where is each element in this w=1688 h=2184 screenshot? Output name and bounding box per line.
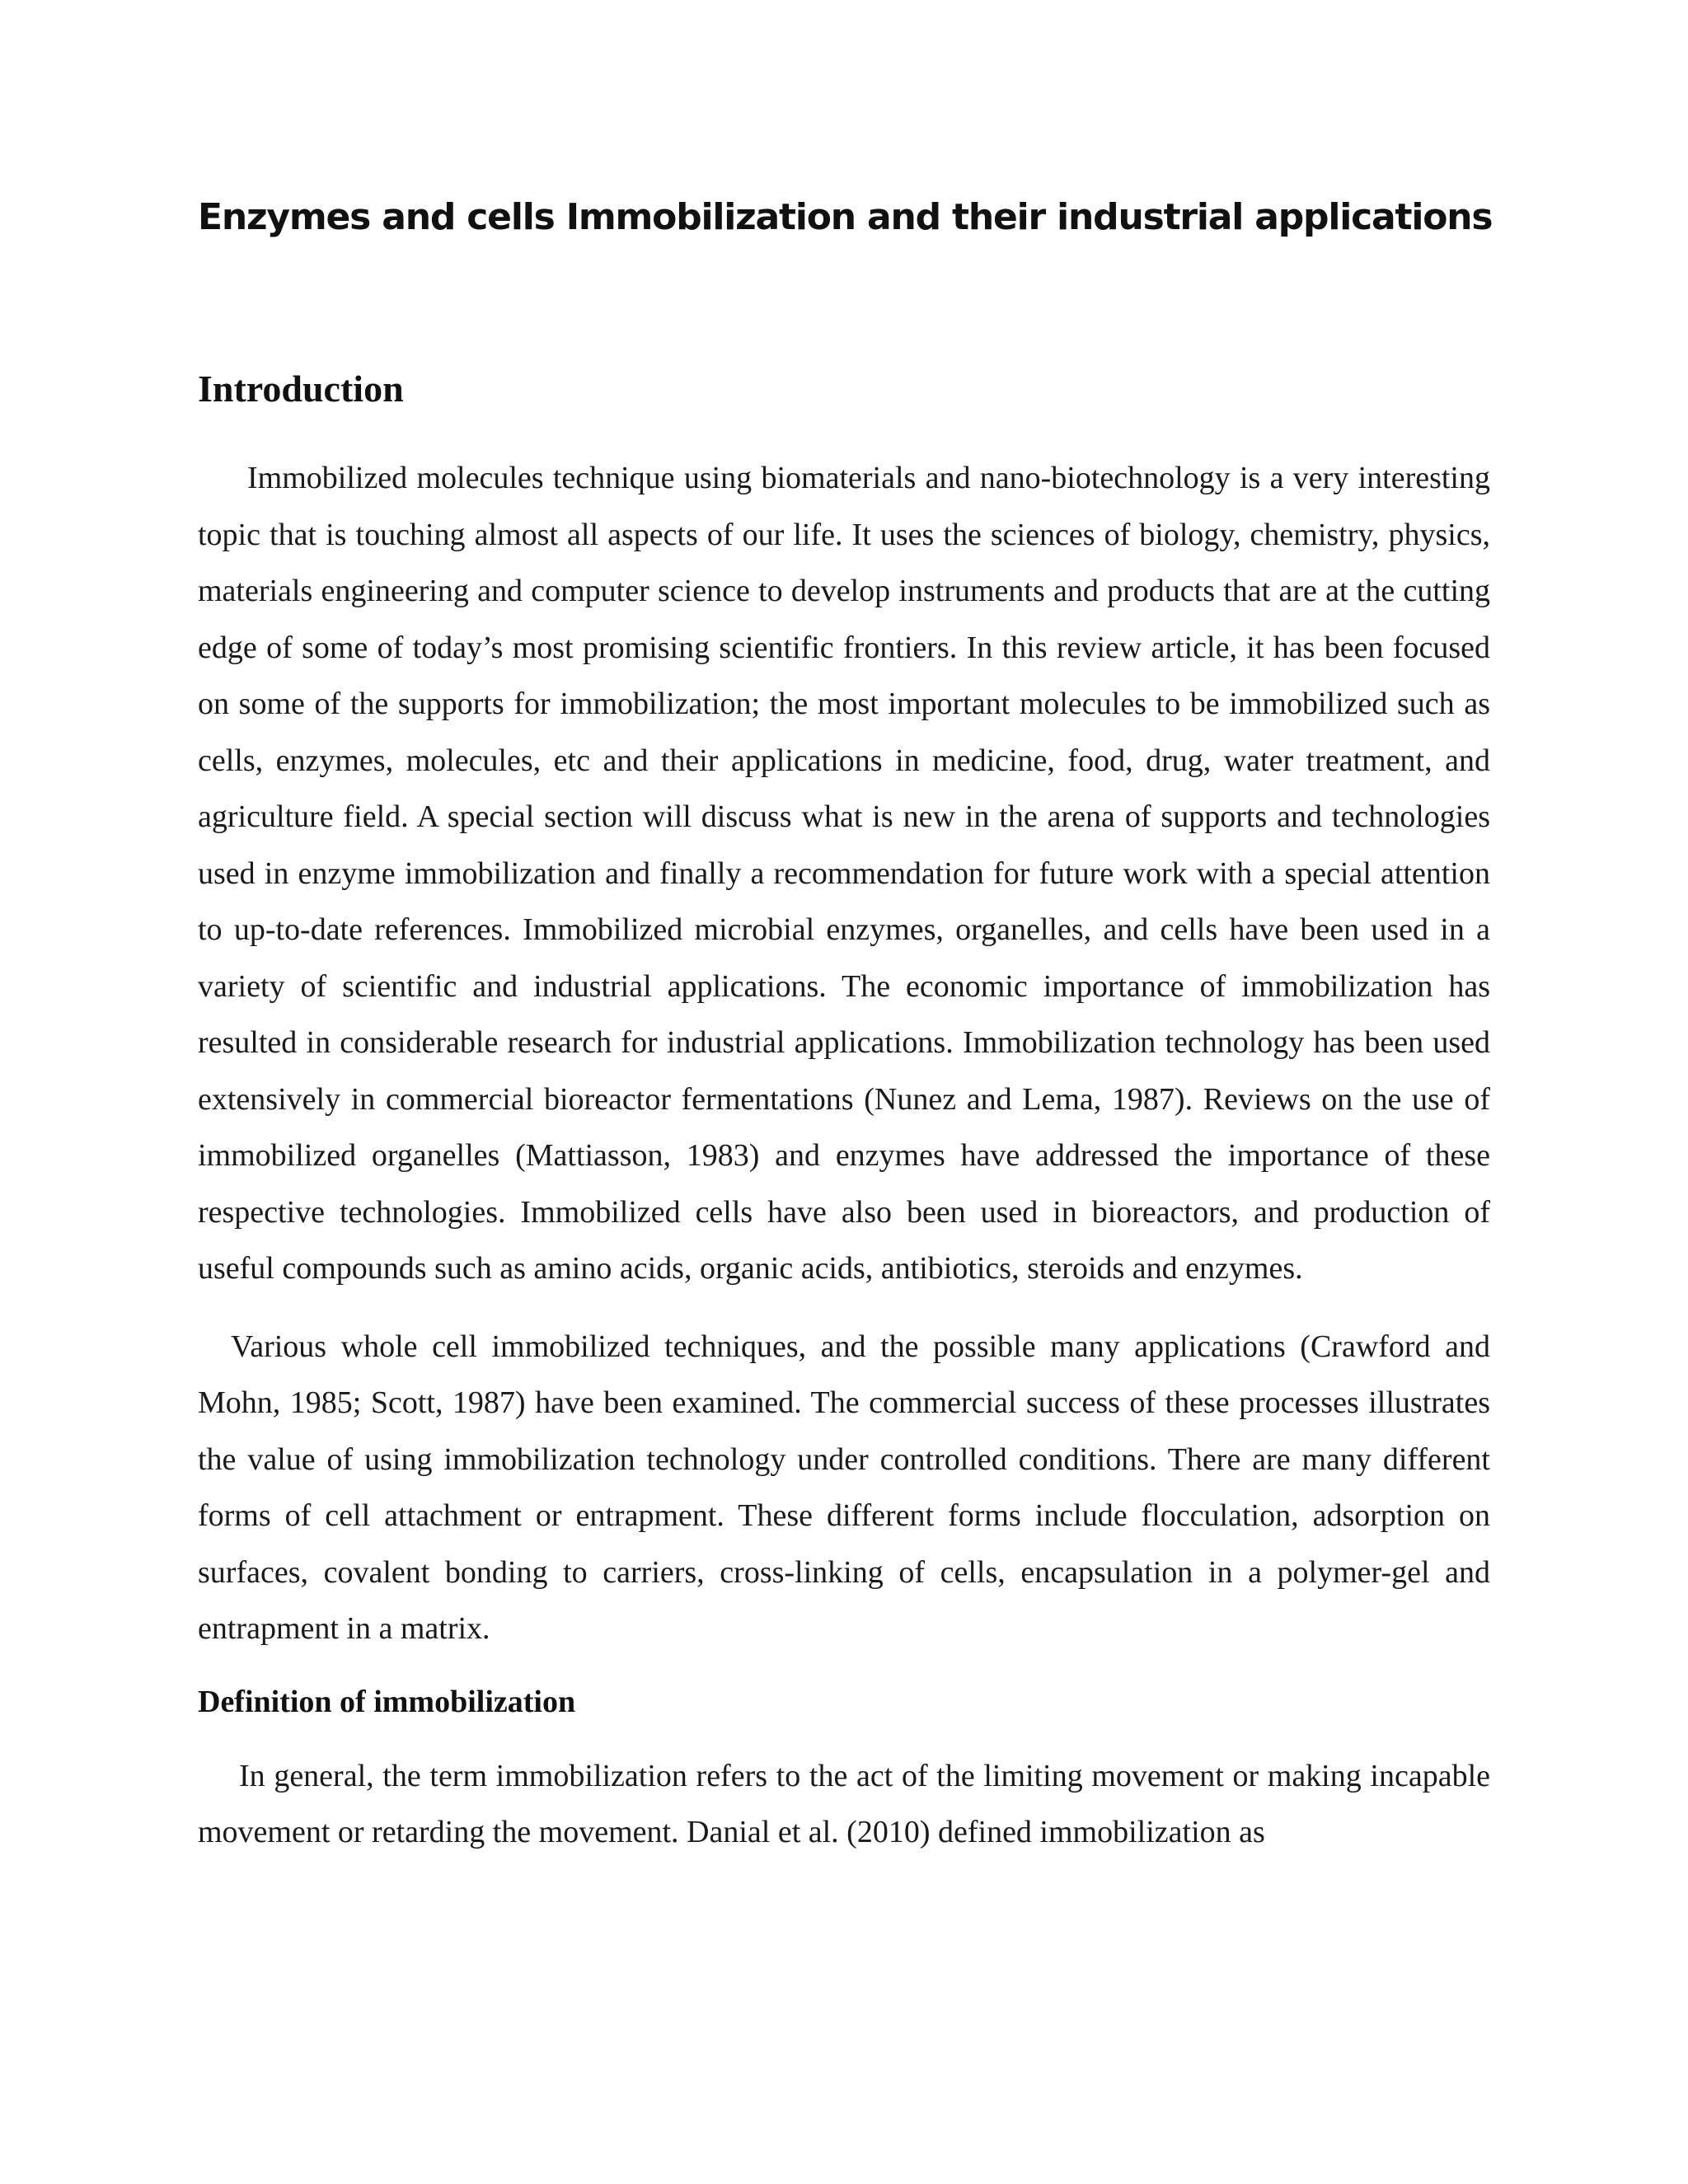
section-heading-definition: Definition of immobilization	[198, 1684, 576, 1719]
definition-paragraph-1: In general, the term immobilization refers to the act of the limiting movement or making incapable movement or retarding the movement. Danial et al. (2010) defined immobilization as	[198, 1758, 1490, 1849]
introduction-paragraph-1: Immobilized molecules technique using biomaterials and nano-biotechnology is a very interesting topic that is touching almost all aspects of our life. It uses the sciences of biology, chemistry, physics, materials engineering and computer science to develop instruments and products that are at the cutting edge of some of today’s most promising scientific frontiers. In this review article, it has been focused on some of the supports for immobilization; the most important molecules to be immobilized such as cells, enzymes, molecules, etc and their applications in medicine, food, drug, water treatment, and agriculture field. A special section will discuss what is new in the arena of supports and technologies used in enzyme immobilization and finally a recommendation for future work with a special attention to up-to-date references. Immobilized microbial enzymes, organelles, and cells have been used in a variety of scientific and industrial applications. The economic importance of immobilization has resulted in considerable research for industrial applications. Immobilization technology has been used extensively in commercial bioreactor fermentations (Nunez and Lema, 1987). Reviews on the use of immobilized organelles (Mattiasson, 1983) and enzymes have addressed the importance of these respective technologies. Immobilized cells have also been used in bioreactors, and production of useful compounds such as amino acids, organic acids, antibiotics, steroids and enzymes.	[198, 461, 1490, 1286]
introduction-paragraph-2: Various whole cell immobilized techniques, and the possible many applications (Crawford and Mohn, 1985; Scott, 1987) have been examined. The commercial success of these processes illustrates the value of using immobilization technology under controlled conditions. There are many different forms of cell attachment or entrapment. These different forms include flocculation, adsorption on surfaces, covalent bonding to carriers, cross-linking of cells, encapsulation in a polymer-gel and entrapment in a matrix.	[198, 1329, 1490, 1646]
document-body	[198, 363, 1490, 1861]
section-heading-introduction: Introduction	[198, 368, 404, 410]
document-title: Enzymes and cells Immobilization and their industrial applications	[198, 196, 1493, 238]
